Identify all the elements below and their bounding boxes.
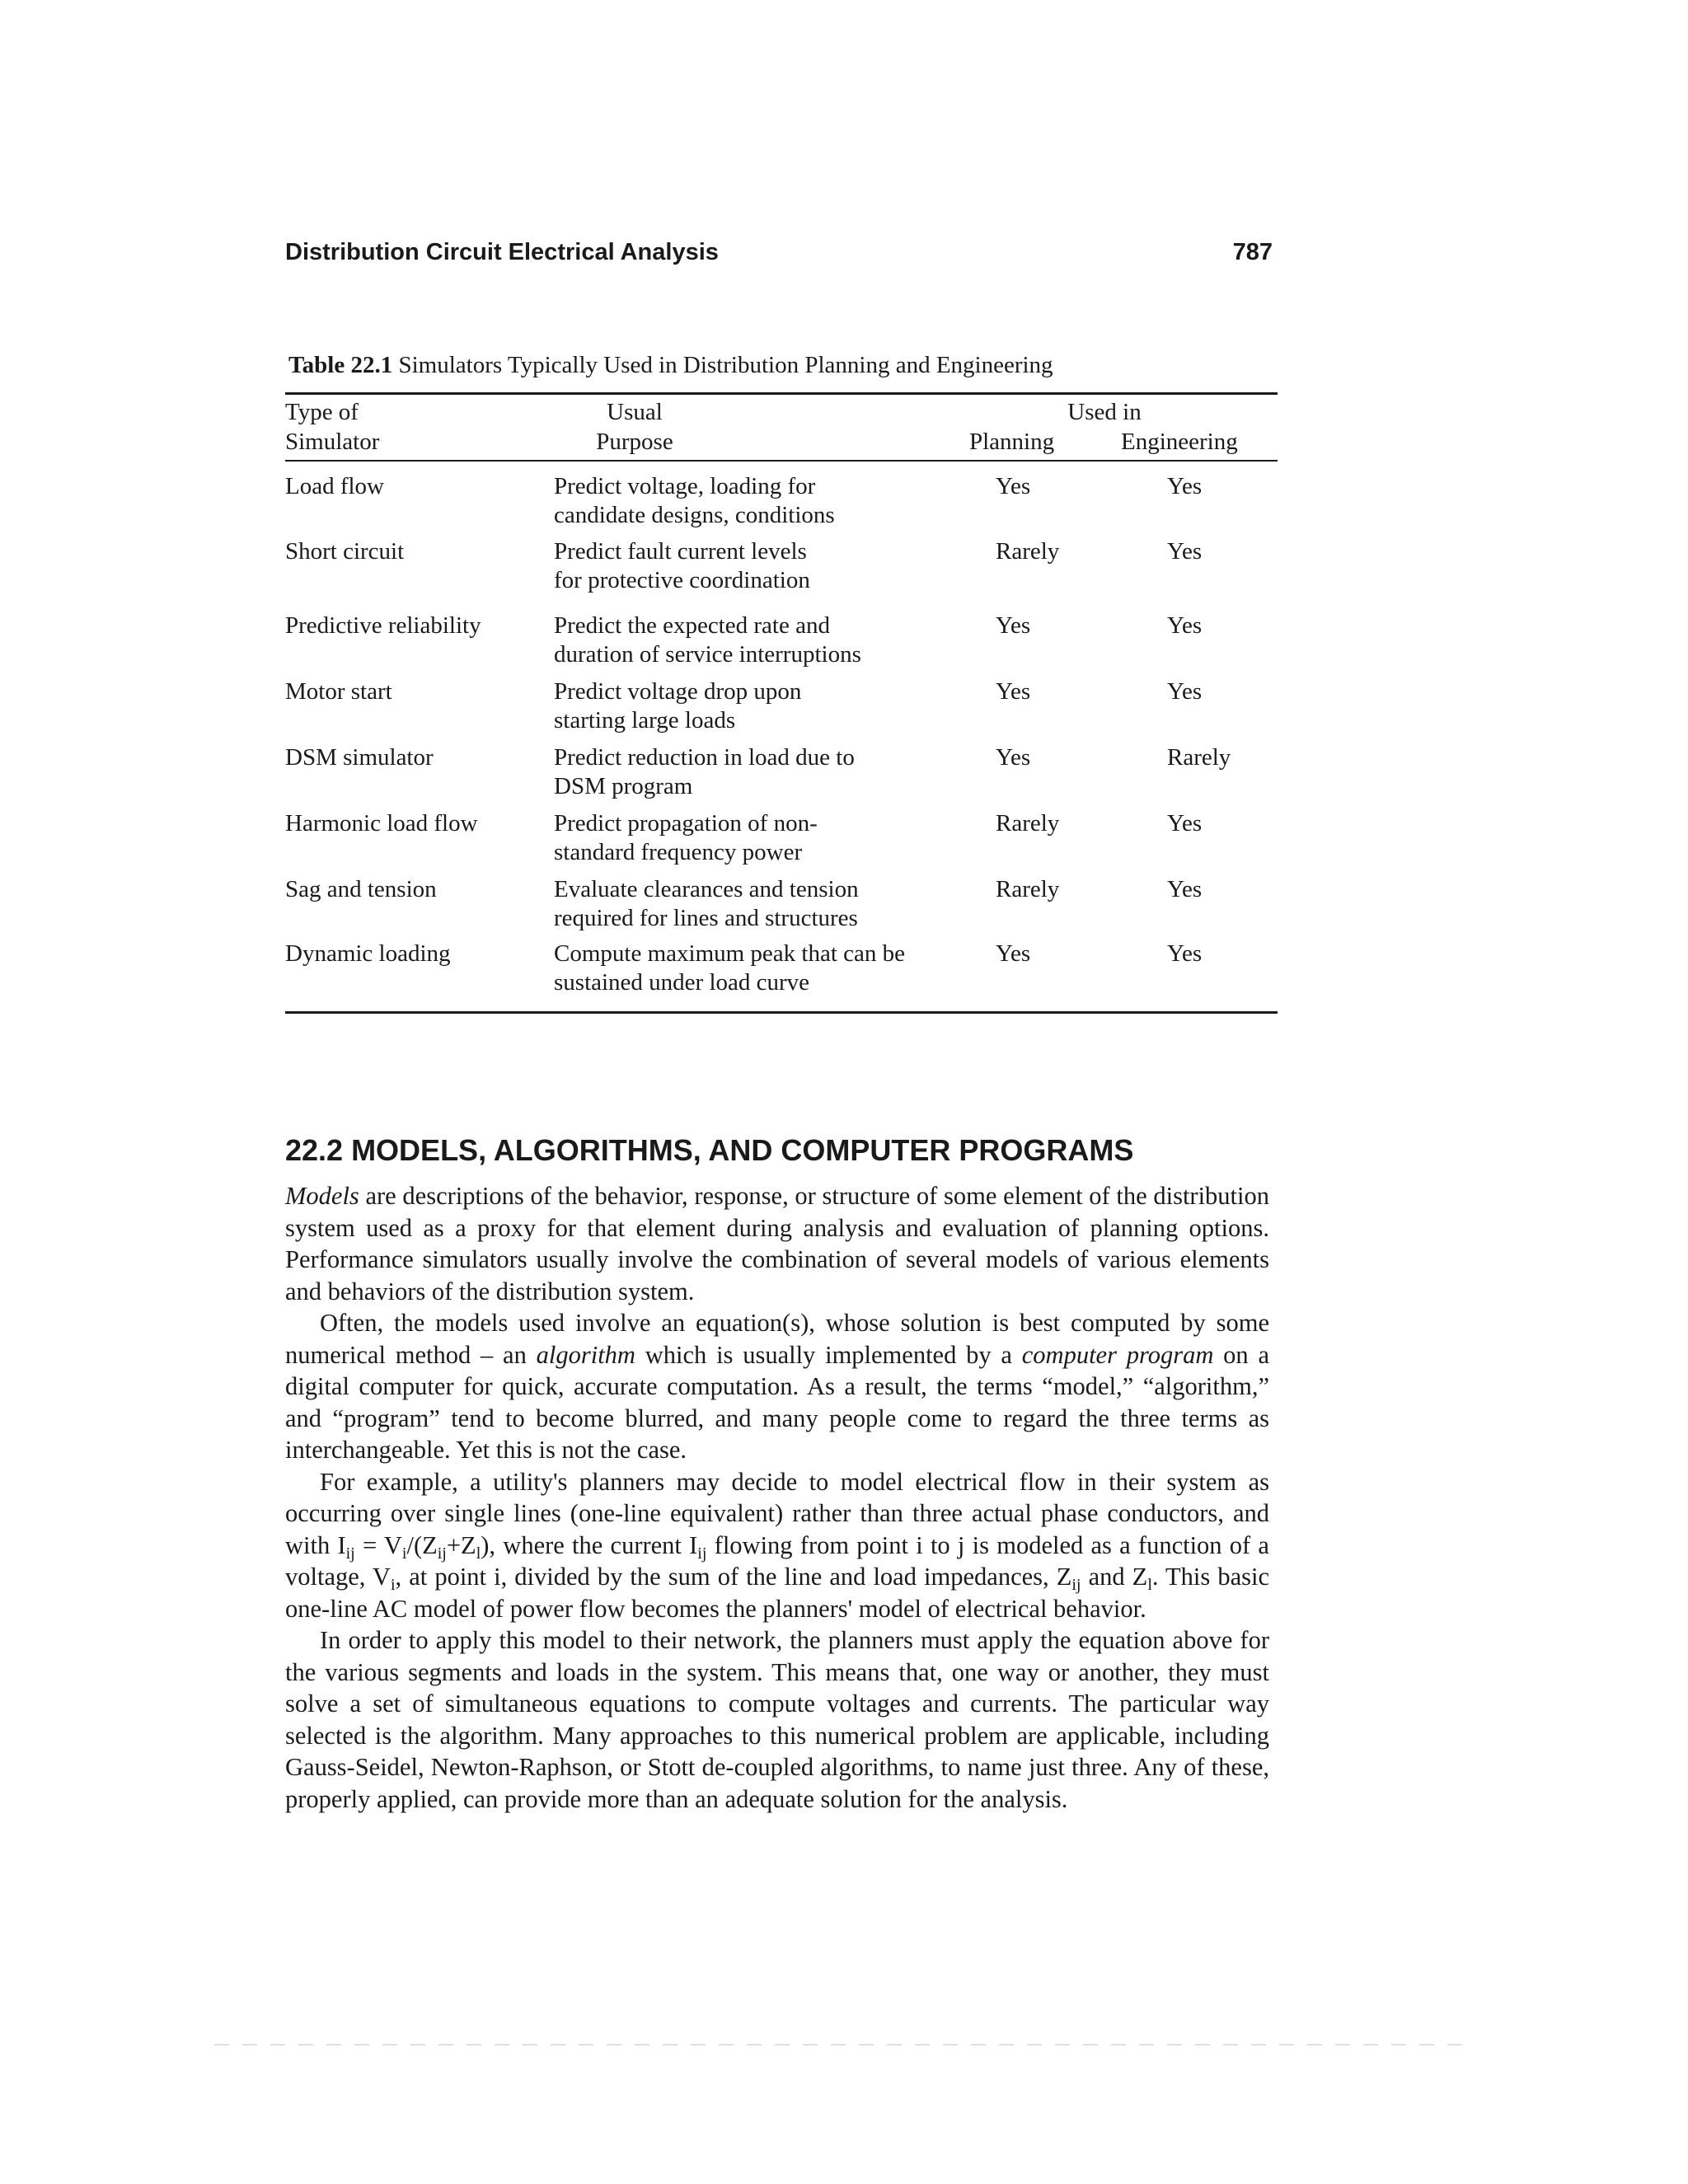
purpose-line: Predict voltage drop upon	[554, 678, 802, 705]
purpose-line: sustained under load curve	[554, 969, 810, 996]
purpose-line: required for lines and structures	[554, 905, 858, 931]
purpose-line: Predict fault current levels	[554, 538, 807, 565]
header-planning: Planning	[969, 429, 1055, 455]
paragraph-text: Often, the models used involve an equation(s), whose solution is best computed by some numerical method – an	[285, 1309, 1269, 1369]
section-heading: 22.2 MODELS, ALGORITHMS, AND COMPUTER PROGRAMS	[285, 1133, 1134, 1167]
row-purpose	[554, 677, 917, 735]
paragraph-text: For example, a utility's planners may decide to model electrical flow in their system as occurring over single lines (one-line equivalent) rather than three actual phase conductors, and with I	[285, 1467, 1269, 1559]
row-simulator-type: Load flow	[285, 473, 384, 499]
row-engineering: Yes	[1167, 940, 1203, 967]
purpose-line: Predict voltage, loading for	[554, 473, 816, 499]
running-header	[285, 239, 1273, 272]
table-row	[285, 472, 1278, 532]
row-purpose	[554, 537, 917, 595]
row-purpose	[554, 472, 917, 530]
table-row	[285, 743, 1278, 803]
row-engineering: Yes	[1167, 810, 1203, 837]
subscript: l	[476, 1544, 481, 1563]
row-simulator-type: Motor start	[285, 678, 392, 705]
row-planning: Yes	[996, 744, 1031, 771]
row-simulator-type: Short circuit	[285, 538, 405, 565]
purpose-line: Compute maximum peak that can be	[554, 940, 906, 967]
header-used-in: Used in	[1067, 399, 1142, 425]
header-usual-purpose	[552, 397, 717, 457]
term-algorithm: algorithm	[536, 1340, 635, 1369]
paragraph-text: are descriptions of the behavior, response, or structure of some element of the distribution system used as a proxy for that element during analysis and evaluation of planning options. Performance simulators usually involve the combination of several models of various elements and behaviors of the distribution system.	[285, 1182, 1269, 1305]
row-simulator-type: Dynamic loading	[285, 940, 451, 967]
scan-artifact-line	[214, 2044, 1475, 2046]
paragraph-text: flowing from point i to j is modeled as a function of a voltage, V	[285, 1530, 1269, 1591]
row-simulator-type: Predictive reliability	[285, 612, 481, 639]
purpose-line: Predict the expected rate and	[554, 612, 830, 639]
row-planning: Yes	[996, 473, 1031, 499]
row-purpose	[554, 612, 917, 669]
table-top-rule	[285, 392, 1278, 395]
row-engineering: Rarely	[1167, 744, 1231, 771]
row-planning: Yes	[996, 678, 1031, 705]
purpose-line: for protective coordination	[554, 567, 810, 593]
paragraph-text: on a digital computer for quick, accurate computation. As a result, the terms “model,” “algorithm,” and “program” tend to become blurred, and many people come to regard the three terms as interchangeable. Yet this is not the case.	[285, 1340, 1269, 1464]
row-purpose	[554, 809, 917, 867]
table-row	[285, 612, 1278, 671]
row-engineering: Yes	[1167, 538, 1203, 565]
subscript: ij	[345, 1544, 355, 1563]
purpose-line: duration of service interruptions	[554, 641, 861, 668]
paragraph-text: , at point i, divided by the sum of the line and load impedances, Z	[395, 1563, 1072, 1591]
section-body	[285, 1180, 1269, 1815]
subscript: ij	[697, 1544, 707, 1563]
running-header-title: Distribution Circuit Electrical Analysis	[285, 239, 719, 265]
row-planning: Yes	[996, 612, 1031, 639]
row-engineering: Yes	[1167, 678, 1203, 705]
paragraph-3	[285, 1466, 1269, 1625]
table-row	[285, 875, 1278, 935]
row-planning: Yes	[996, 940, 1031, 967]
table-bottom-rule	[285, 1011, 1278, 1014]
row-simulator-type: DSM simulator	[285, 744, 434, 771]
subscript: ij	[437, 1544, 447, 1563]
row-engineering: Yes	[1167, 473, 1203, 499]
paragraph-text: and Z	[1081, 1563, 1148, 1591]
paragraph-text: +Z	[446, 1530, 476, 1559]
subscript: i	[401, 1544, 407, 1563]
paragraph-text: which is usually implemented by a	[635, 1340, 1022, 1369]
purpose-line: starting large loads	[554, 707, 736, 733]
paragraph-2	[285, 1307, 1269, 1466]
table-caption-text: Simulators Typically Used in Distribution Planning and Engineering	[398, 352, 1053, 378]
row-purpose	[554, 743, 917, 801]
table-header-rule	[285, 460, 1278, 462]
table-row	[285, 677, 1278, 737]
row-planning: Rarely	[996, 876, 1060, 902]
row-simulator-type: Sag and tension	[285, 876, 437, 902]
table-row	[285, 537, 1278, 597]
row-engineering: Yes	[1167, 612, 1203, 639]
header-type-line1: Type of	[285, 399, 359, 425]
row-purpose	[554, 940, 917, 997]
table-row	[285, 940, 1278, 999]
purpose-line: Predict reduction in load due to	[554, 744, 855, 771]
paragraph-text: ), where the current I	[481, 1530, 698, 1559]
table-caption-label: Table 22.1	[288, 352, 393, 378]
header-usual-line2: Purpose	[596, 429, 673, 455]
purpose-line: Evaluate clearances and tension	[554, 876, 859, 902]
purpose-line: Predict propagation of non-	[554, 810, 818, 837]
paragraph-1	[285, 1180, 1269, 1307]
row-simulator-type: Harmonic load flow	[285, 810, 478, 837]
row-purpose	[554, 875, 917, 933]
paragraph-text: /(Z	[406, 1530, 438, 1559]
page-number: 787	[1232, 239, 1273, 265]
subscript: l	[1147, 1576, 1152, 1594]
subscript: ij	[1071, 1576, 1081, 1594]
paragraph-text: . This basic one-line AC model of power flow becomes the planners' model of electrical behavior.	[285, 1563, 1270, 1623]
row-planning: Rarely	[996, 810, 1060, 837]
header-type-of-simulator	[285, 397, 379, 457]
table-caption	[288, 352, 1053, 379]
subscript: i	[390, 1576, 396, 1594]
paragraph-4: In order to apply this model to their network, the planners must apply the equation above for the various segments and loads in the system. This means that, one way or another, they must solve a set of simultaneous equations to compute voltages and currents. The particular way selected is the algorithm. Many approaches to this numerical problem are applicable, including Gauss-Seidel, Newton-Raphson, or Stott de-coupled algorithms, to name just three. Any of these, properly applied, can provide more than an adequate solution for the analysis.	[285, 1626, 1269, 1813]
table-row	[285, 809, 1278, 869]
paragraph-text: = V	[354, 1530, 402, 1559]
purpose-line: candidate designs, conditions	[554, 502, 835, 528]
row-planning: Rarely	[996, 538, 1060, 565]
purpose-line: standard frequency power	[554, 839, 803, 865]
term-computer-program: computer program	[1021, 1340, 1214, 1369]
row-engineering: Yes	[1167, 876, 1203, 902]
header-usual-line1: Usual	[607, 399, 663, 425]
header-type-line2: Simulator	[285, 429, 380, 455]
header-engineering: Engineering	[1121, 429, 1238, 455]
purpose-line: DSM program	[554, 773, 693, 799]
term-models: Models	[285, 1182, 359, 1210]
